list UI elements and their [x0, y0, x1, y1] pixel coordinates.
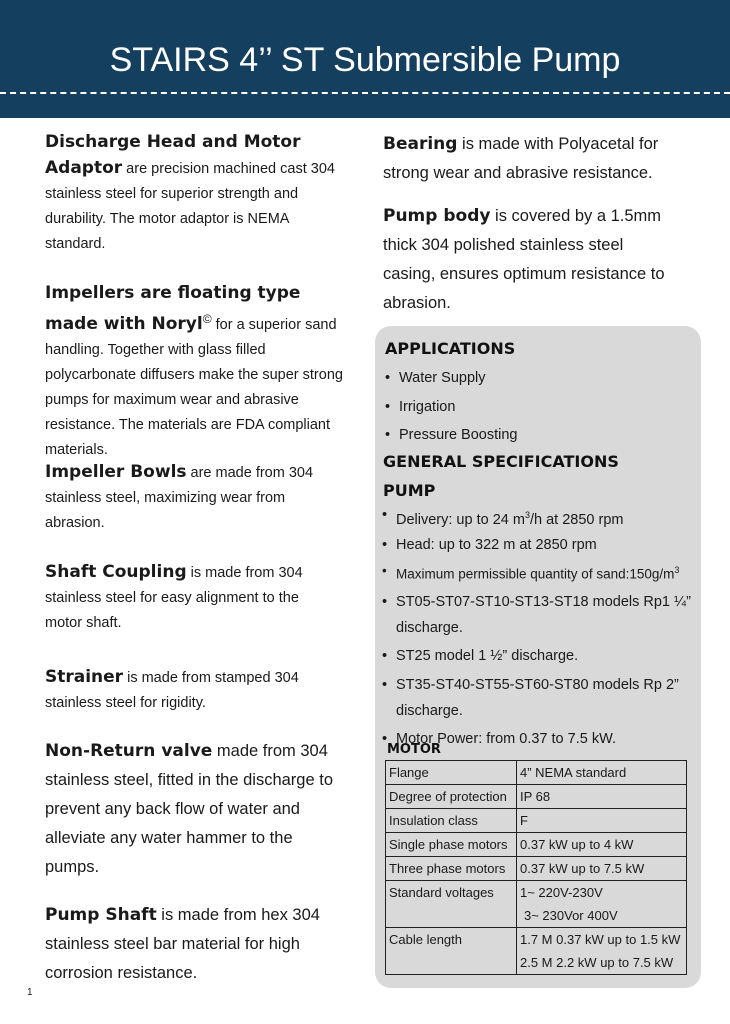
discharge-head-paragraph — [45, 130, 345, 257]
table-cell-value: F — [517, 809, 687, 833]
pump-body-paragraph — [383, 202, 668, 318]
table-cell-value — [517, 881, 687, 928]
bearing-text: is made with Polyacetal for strong wear and abrasive resistance. — [383, 135, 659, 182]
table-cell-key: Single phase motors — [386, 833, 517, 857]
table-cell-value: IP 68 — [517, 785, 687, 809]
table-cell-value: 0.37 kW up to 7.5 kW — [517, 857, 687, 881]
table-row — [386, 761, 687, 785]
applications-heading: APPLICATIONS — [385, 339, 516, 358]
shaft-coupling-text: is made from 304 stainless steel for easy alignment to the motor shaft. — [45, 565, 303, 631]
page-title: STAIRS 4’’ ST Submersible Pump — [109, 41, 621, 79]
non-return-valve-heading: Non-Return valve — [45, 741, 213, 761]
voltage-single-phase: 1~ 220V-230V — [520, 885, 603, 900]
pump-spec-list — [382, 503, 700, 752]
list-item: • Irrigation — [385, 393, 685, 422]
discharge-head-text: are precision machined cast 304 stainless steel for superior strength and durability. The motor adaptor is NEMA standard. — [45, 161, 335, 252]
table-cell-value: 4” NEMA standard — [517, 761, 687, 785]
page-header — [0, 0, 730, 118]
table-cell-key: Three phase motors — [386, 857, 517, 881]
pump-shaft-text: is made from hex 304 stainless steel bar material for high corrosion resistance. — [45, 906, 320, 982]
impellers-text: for a superior sand handling. Together with glass filled polycarbonate diffusers make the super strong pumps for maximum wear and abrasive resistance. The materials are FDA compliant materials. — [45, 316, 343, 458]
table-row — [386, 857, 687, 881]
bearing-heading: Bearing — [383, 134, 458, 154]
impellers-paragraph — [45, 281, 357, 463]
pump-shaft-heading: Pump Shaft — [45, 905, 157, 925]
impeller-bowls-text: are made from 304 stainless steel, maximizing wear from abrasion. — [45, 465, 314, 531]
table-row — [386, 833, 687, 857]
table-row — [386, 785, 687, 809]
non-return-valve-text: made from 304 stainless steel, fitted in the discharge to prevent any back flow of water and alleviate any water hammer to the pumps. — [45, 742, 333, 876]
spec-sand — [382, 558, 700, 587]
delivery-rate-text: /h at 2850 rpm — [529, 511, 624, 528]
impeller-bowls-paragraph — [45, 460, 330, 536]
table-cell-value: 0.37 kW up to 4 kW — [517, 833, 687, 857]
pump-body-text: is covered by a 1.5mm thick 304 polished stainless steel casing, ensures optimum resistance to abrasion. — [383, 207, 665, 312]
spec-delivery — [382, 503, 700, 533]
pump-shaft-paragraph — [45, 901, 330, 988]
dashed-divider — [0, 92, 730, 94]
spec-models-small: • ST05-ST07-ST10-ST13-ST18 models Rp1 ¼” discharge. — [382, 589, 700, 641]
discharge-head-heading: Discharge Head and Motor Adaptor — [45, 132, 301, 178]
table-cell-key: Degree of protection — [386, 785, 517, 809]
table-cell-key: Insulation class — [386, 809, 517, 833]
sand-text: Maximum permissible quantity of sand:150g/m — [396, 566, 675, 582]
bearing-paragraph — [383, 130, 673, 188]
applications-list — [385, 364, 685, 450]
cable-length-large: 2.5 M 2.2 kW up to 7.5 kW — [520, 955, 674, 970]
impeller-bowls-heading: Impeller Bowls — [45, 462, 187, 482]
noryl-copyright-mark: © — [202, 312, 212, 326]
delivery-unit-sup: 3 — [524, 510, 530, 520]
strainer-text: is made from stamped 304 stainless steel for rigidity. — [45, 670, 299, 711]
impellers-heading: Impellers are floating type made with Noryl — [45, 283, 301, 334]
motor-heading: MOTOR — [387, 742, 441, 757]
strainer-heading: Strainer — [45, 667, 124, 687]
delivery-text: Delivery: up to 24 m — [396, 511, 525, 528]
non-return-valve-paragraph — [45, 737, 335, 882]
table-cell-key: Flange — [386, 761, 517, 785]
strainer-paragraph — [45, 665, 307, 716]
table-row — [386, 881, 687, 928]
table-cell-value — [517, 928, 687, 975]
general-specifications-heading: GENERAL SPECIFICATIONS — [383, 452, 619, 471]
table-row — [386, 809, 687, 833]
spec-head: • Head: up to 322 m at 2850 rpm — [382, 533, 700, 558]
voltage-three-phase: 3~ 230Vor 400V — [524, 908, 618, 923]
spec-motor-power: • Motor Power: from 0.37 to 7.5 kW. — [382, 727, 700, 752]
pump-body-heading: Pump body — [383, 206, 491, 226]
table-row — [386, 928, 687, 975]
shaft-coupling-heading: Shaft Coupling — [45, 562, 187, 582]
table-cell-key: Standard voltages — [386, 881, 517, 928]
motor-spec-table — [385, 760, 687, 975]
pump-heading: PUMP — [383, 481, 436, 500]
page-number: 1 — [27, 987, 33, 998]
list-item: • Water Supply — [385, 364, 685, 393]
cable-length-small: 1.7 M 0.37 kW up to 1.5 kW — [520, 932, 681, 947]
table-cell-key: Cable length — [386, 928, 517, 975]
list-item: • Pressure Boosting — [385, 421, 685, 450]
shaft-coupling-paragraph — [45, 560, 307, 636]
sand-unit-sup: 3 — [674, 564, 680, 575]
spec-models-st25: • ST25 model 1 ½” discharge. — [382, 644, 700, 669]
spec-models-large: • ST35-ST40-ST55-ST60-ST80 models Rp 2” discharge. — [382, 672, 700, 724]
